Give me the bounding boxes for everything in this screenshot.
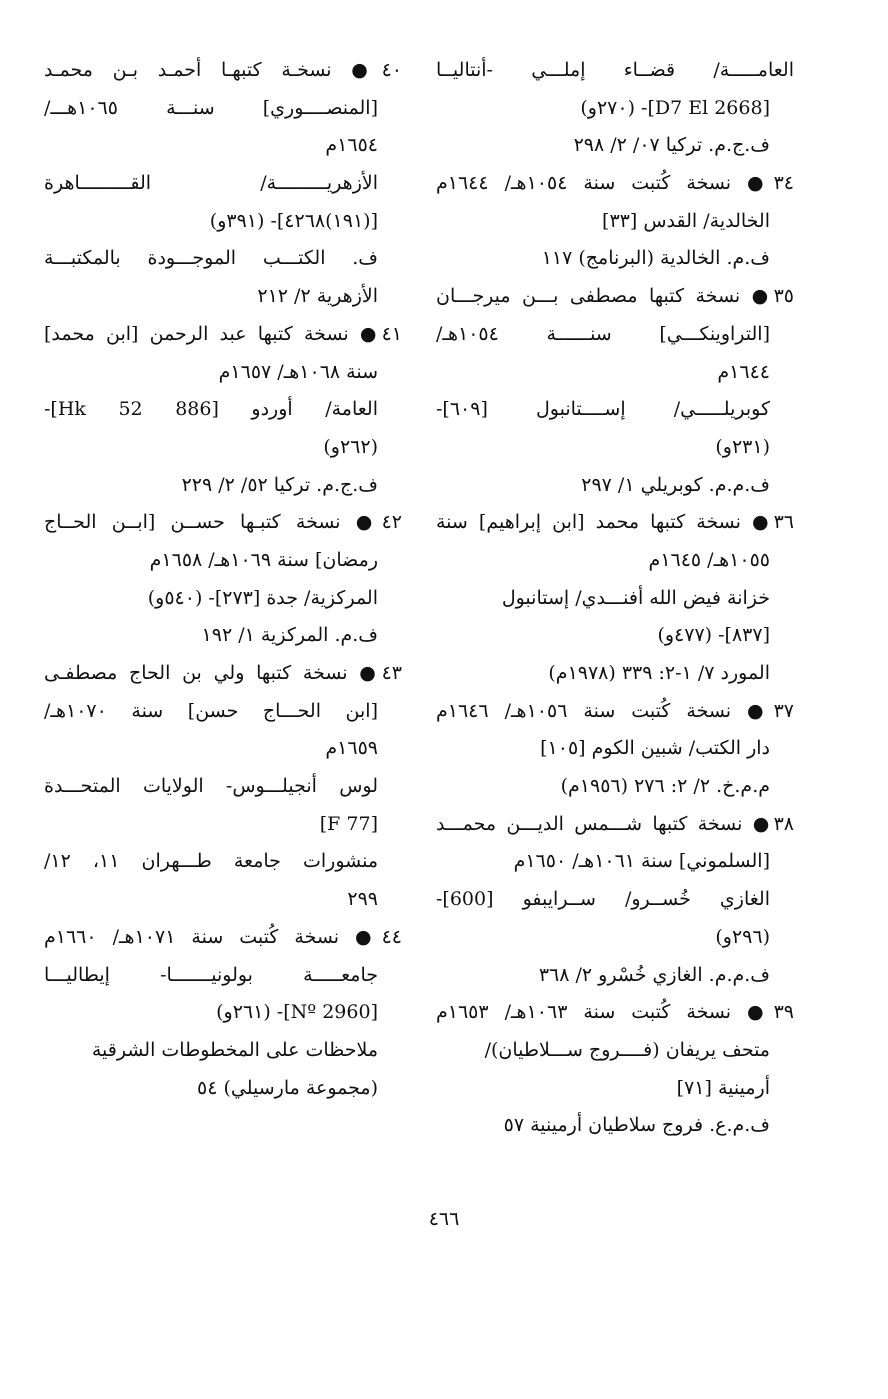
text-line: جامعـــــة بولونيـــــــا- إيطاليـــا [44, 963, 378, 986]
text-line: ف. الكتـــب الموجـــودة بالمكتبـــة [44, 247, 378, 270]
text-line: دار الكتب/ شبين الكوم [١٠٥] [540, 737, 770, 760]
text-line: [المنصــــوري] سنـــة ١٠٦٥هـــ/ [44, 96, 378, 119]
text-line: ف.م. المركزية ١/ ١٩٢ [201, 624, 378, 647]
text-line: (مجموعة مارسيلي) ٥٤ [196, 1076, 378, 1099]
text-line: [Nº 2960]- (٢٦١و) [216, 1001, 378, 1024]
text-line: [التراوينكـــي] سنــــــة ١٠٥٤هـ/ [436, 322, 770, 345]
text-line: ٣٤● نسخة كُتبت سنة ١٠٥٤هـ/ ١٦٤٤م [436, 172, 795, 195]
text-line: العامة/ أوردو [886 Hk 52]- [44, 398, 378, 421]
text-line: الغازي خُســرو/ ســرايبفو [600]- [436, 888, 770, 911]
text-line: [(١٩١)٤٢٦٨]- (٣٩١و) [209, 209, 378, 232]
text-line: الخالدية/ القدس [٣٣] [602, 209, 770, 232]
text-line: ١٠٥٥هـ/ ١٦٤٥م [648, 548, 770, 571]
text-line: (٢٦٢و) [323, 435, 378, 458]
text-line: ٤٢● نسخة كتبـها حســن [ابــن الحــاج [44, 511, 402, 534]
text-line: (٢٣١و) [715, 435, 770, 458]
text-line: ٣٥● نسخة كتبها مصطفى بـــن ميرجـــان [436, 285, 794, 308]
text-line: ف.م.م. كوبريلي ١/ ٢٩٧ [581, 473, 770, 496]
text-line: المورد ٧/ ١-٢: ٣٣٩ (١٩٧٨م) [548, 662, 770, 684]
text-line: الأزهرية ٢/ ٢١٢ [257, 285, 378, 308]
right-column [436, 52, 794, 1145]
text-line: ٤٠● نسخـة كتبهـا أحمـد بـن محمـد [44, 59, 402, 81]
text-line: ١٦٥٤م [325, 134, 378, 157]
text-line: ف.م. الخالدية (البرنامج) ١١٧ [541, 247, 770, 270]
text-line: ١٦٥٩م [325, 737, 378, 760]
text-line: ٤١● نسخة كتبها عبد الرحمن [ابن محمد] [44, 322, 402, 345]
text-line: منشورات جامعة طـــهران ١١، ١٢/ [44, 850, 379, 873]
text-line: ٣٦● نسخة كتبها محمد [ابن إبراهيم] سنة [436, 511, 794, 534]
text-line: متحف يريفان (فــــروج ســـلاطيان)/ [484, 1038, 770, 1061]
text-line: [٨٣٧]- (٤٧٧و) [657, 624, 770, 647]
text-line: ١٦٤٤م [717, 360, 770, 383]
text-line: ف.م.ع. فروج سلاطيان أرمينية ٥٧ [503, 1114, 770, 1137]
text-line: العامـــــة/ قضــاء إملـــي -أنتاليــا [436, 59, 794, 81]
text-line: [D7 El 2668]- (٢٧٠و) [580, 96, 770, 119]
text-line: ٣٧● نسخة كُتبت سنة ١٠٥٦هـ/ ١٦٤٦م [436, 699, 795, 722]
text-line: ف.ج.م. تركيا ٥٢/ ٢/ ٢٢٩ [181, 473, 378, 496]
text-line: ٤٤● نسخة كُتبت سنة ١٠٧١هـ/ ١٦٦٠م [44, 925, 403, 948]
text-line: م.م.خ. ٢/ ٢: ٢٧٦ (١٩٥٦م) [560, 775, 770, 798]
text-line: لوس أنجيلـــوس- الولايات المتحـــدة [44, 775, 378, 798]
text-line: ف.م.م. الغازي خُسْرو ٢/ ٣٦٨ [538, 963, 770, 986]
text-line: كوبريلـــــي/ إســــتانبول [٦٠٩]- [436, 398, 770, 421]
left-column [44, 52, 402, 1107]
text-line: رمضان] سنة ١٠٦٩هـ/ ١٦٥٨م [149, 548, 378, 571]
text-line: [ابن الحـــاج حسن] سنة ١٠٧٠هـ/ [44, 699, 378, 722]
text-line: ف.ج.م. تركيا ٠٧/ ٢/ ٢٩٨ [573, 134, 770, 157]
page-number: ٤٦٦ [428, 1208, 460, 1230]
text-line: ملاحظات على المخطوطات الشرقية [91, 1038, 378, 1061]
text-line: الأزهريـــــــــة/ القـــــــــاهرة [44, 172, 378, 195]
text-line: ٤٣● نسخة كتبها ولي بن الحاج مصطفـى [44, 662, 402, 684]
text-line: (٢٩٦و) [715, 925, 770, 948]
text-line: ٣٨● نسخة كتبها شـــمس الديـــن محمـــد [436, 812, 794, 835]
text-line: المركزية/ جدة [٢٧٣]- (٥٤٠و) [147, 586, 378, 609]
text-line: ٢٩٩ [347, 888, 378, 911]
text-line: [السلموني] سنة ١٠٦١هـ/ ١٦٥٠م [513, 850, 770, 873]
text-line: [F 77] [319, 812, 378, 835]
text-line: خزانة فيض الله أفنـــدي/ إستانبول [501, 586, 770, 609]
text-line: ٣٩● نسخة كُتبت سنة ١٠٦٣هـ/ ١٦٥٣م [436, 1001, 795, 1024]
text-line: سنة ١٠٦٨هـ/ ١٦٥٧م [218, 360, 378, 383]
text-line: أرمينية [٧١] [676, 1076, 770, 1099]
